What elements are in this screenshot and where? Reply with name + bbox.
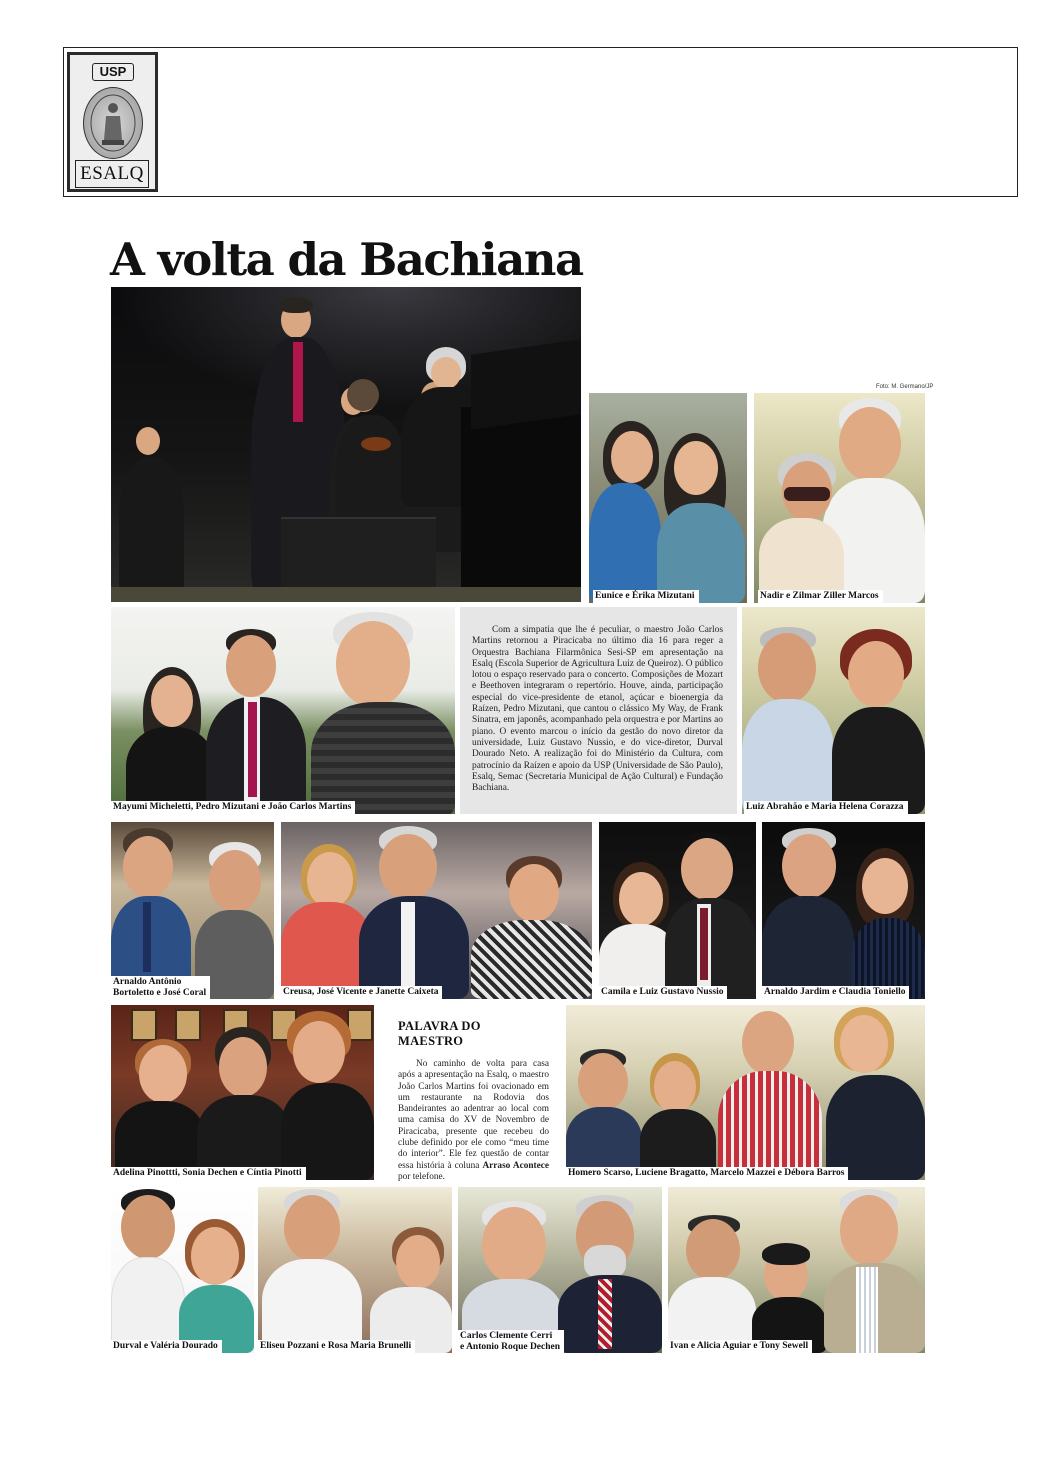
photo-carlos-antonio bbox=[458, 1187, 662, 1353]
photo-ivan-alicia-tony bbox=[668, 1187, 925, 1353]
caption-homero-luciene-marcelo-debora: Homero Scarso, Luciene Bragatto, Marcelo Mazzei e Débora Barros bbox=[566, 1167, 848, 1180]
caption-eliseu-rosa: Eliseu Pozzani e Rosa Maria Brunelli bbox=[258, 1340, 415, 1353]
caption-luiz-maria-helena: Luiz Abrahão e Maria Helena Corazza bbox=[744, 801, 908, 814]
caption-ivan-alicia-tony: Ivan e Alicia Aguiar e Tony Sewell bbox=[668, 1340, 812, 1353]
photo-arnaldo-claudia bbox=[762, 822, 925, 999]
photo-eunice-erika bbox=[589, 393, 747, 603]
sidebar-text-end: por telefone. bbox=[398, 1171, 445, 1182]
photo-nadir-zilmar bbox=[754, 393, 925, 603]
sidebar-text-main: No caminho de volta para casa após a apresentação na Esalq, o maestro João Carlos Martins foi ovacionado em um restaurante na Rodovia dos Bandeirantes ao adentrar ao local com uma camisa do XV de Novembro de Piracicaba, presente que recebeu do clube definido por ele como “meu time do interior”. Ele fez questão de contar essa história à coluna bbox=[398, 1059, 549, 1171]
photo-homero-luciene-marcelo-debora bbox=[566, 1005, 925, 1180]
caption-carlos-antonio-line2: e Antonio Roque Dechen bbox=[460, 1341, 561, 1352]
photo-mayumi-pedro-joao bbox=[111, 607, 455, 814]
caption-nadir-zilmar: Nadir e Zilmar Ziller Marcos bbox=[758, 590, 883, 603]
concert-photo bbox=[111, 287, 581, 602]
photo-adelina-sonia-cintia bbox=[111, 1005, 374, 1180]
logo-usp-text: USP bbox=[92, 63, 134, 81]
logo-esalq-text: ESALQ bbox=[75, 160, 149, 188]
caption-creusa-jose-janette: Creusa, José Vicente e Janette Caixeta bbox=[281, 986, 442, 999]
photo-eliseu-rosa bbox=[258, 1187, 452, 1353]
photo-credit: Foto: M. Germano/JP bbox=[876, 384, 934, 390]
photo-creusa-jose-janette bbox=[281, 822, 592, 999]
sidebar-palavra-do-maestro bbox=[378, 1005, 559, 1180]
sidebar-title: PALAVRA DO MAESTRO bbox=[398, 1019, 481, 1048]
header-frame bbox=[63, 47, 1018, 197]
caption-carlos-antonio bbox=[458, 1330, 564, 1353]
article-title: A volta da Bachiana bbox=[110, 233, 583, 286]
sidebar-text bbox=[398, 1059, 549, 1183]
caption-arnaldo-claudia: Arnaldo Jardim e Claudia Toniello bbox=[762, 986, 909, 999]
caption-mayumi-pedro-joao: Mayumi Micheletti, Pedro Mizutani e João Carlos Martins bbox=[111, 801, 355, 814]
usp-esalq-logo bbox=[67, 52, 158, 192]
caption-arnaldo-jose-line1: Arnaldo Antônio bbox=[113, 977, 182, 987]
caption-adelina-sonia-cintia: Adelina Pinottti, Sonia Dechen e Cíntia Pinotti bbox=[111, 1167, 306, 1180]
photo-durval-valeria bbox=[111, 1187, 254, 1353]
article-body: Com a simpatia que lhe é peculiar, o maestro João Carlos Martins retornou a Piracicaba no último dia 16 para reger a Orquestra Bachiana Filarmônica Sesi-SP em apresentação na Esalq (Escola Superior de Agricultura Luiz de Queiroz). O público lotou o espaço reservado para o concerto. Composições de Mozart e Beethoven integraram o repertório. Houve, ainda, participação especial do vice-presidente de etanol, açúcar e bioenergia da Raízen, Pedro Mizutani, que cantou o clássico My Way, de Frank Sinatra, em japonês, acompanhado pela orquestra e por Martins ao piano. O evento marcou o início da gestão do novo diretor da universidade, Luiz Gustavo Nussio, e do vice-diretor, Durval Dourado Neto. A realização foi do Ministério da Cultura, com patrocínio da Raízen e apoio da USP (Universidade de São Paulo), Esalq, Semac (Secretaria Municipal de Ação Cultural) e Fundação Bachiana. bbox=[460, 607, 737, 814]
photo-camila-luiz bbox=[599, 822, 756, 999]
caption-durval-valeria: Durval e Valéria Dourado bbox=[111, 1340, 222, 1353]
seal-icon bbox=[83, 87, 143, 159]
photo-arnaldo-jose bbox=[111, 822, 274, 999]
caption-camila-luiz: Camila e Luiz Gustavo Nussio bbox=[599, 986, 727, 999]
caption-eunice-erika: Eunice e Érika Mizutani bbox=[593, 590, 699, 603]
caption-carlos-antonio-line1: Carlos Clemente Cerri bbox=[460, 1331, 553, 1341]
caption-arnaldo-jose-line2: Bortoletto e José Coral bbox=[113, 987, 207, 998]
photo-luiz-maria-helena bbox=[742, 607, 925, 814]
caption-arnaldo-jose bbox=[111, 976, 210, 999]
sidebar-text-column-name: Arraso Acontece bbox=[482, 1160, 549, 1171]
